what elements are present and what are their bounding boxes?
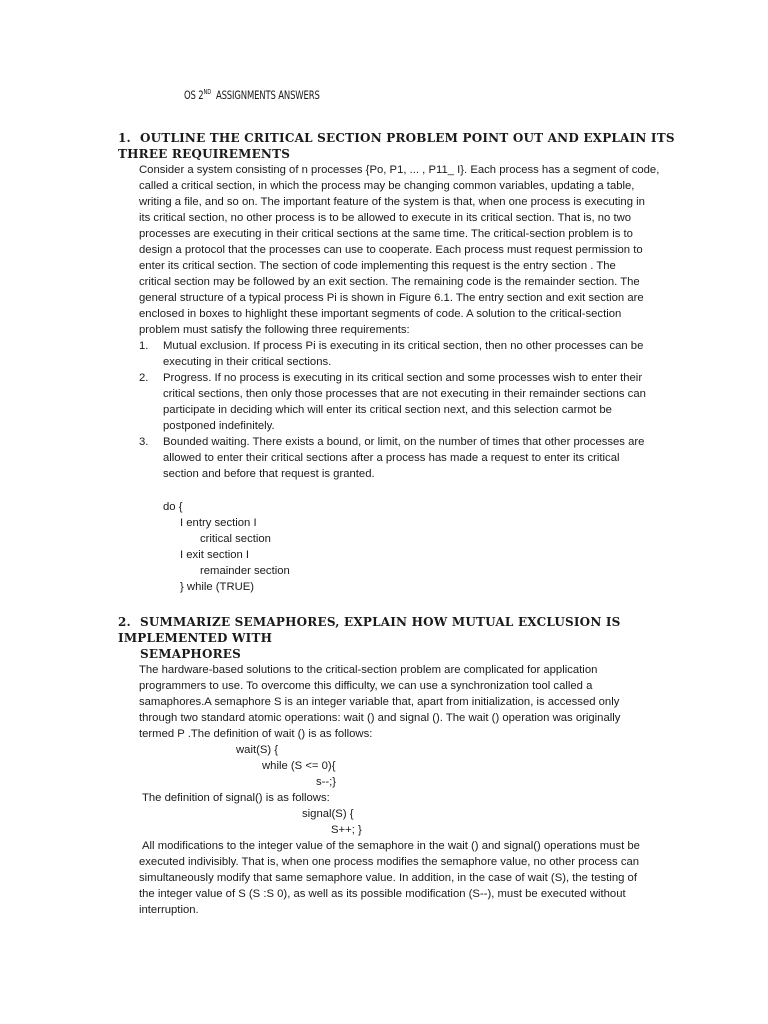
q2-heading-line1: SUMMARIZE SEMAPHORES, EXPLAIN HOW MUTUAL EXCLUSION IS IMPLEMENTED WITH — [118, 615, 621, 645]
paragraph-line: All modifications to the integer value of the semaphore in the wait () and signal() operations must be — [142, 840, 640, 852]
requirement-number: 3. — [139, 436, 149, 448]
paragraph-line: enter its critical section. The section of code implementing this request is the entry section . The — [139, 260, 616, 272]
code-while: } while (TRUE) — [180, 581, 255, 593]
signal-code-line: signal(S) { — [302, 808, 354, 820]
paragraph-line: enclosed in boxes to highlight these important segments of code. A solution to the critical-section — [139, 308, 622, 320]
paragraph-line: simultaneously modify that same semaphore value. In addition, in the case of wait (S), the testing of — [139, 872, 637, 884]
signal-code-line: S++; } — [331, 824, 362, 836]
paragraph-line: interruption. — [139, 904, 199, 916]
requirement-item — [139, 338, 679, 370]
code-remainder-section: remainder section — [200, 565, 290, 577]
requirement-item — [139, 370, 679, 434]
requirement-line: executing in their critical sections. — [163, 356, 332, 368]
requirement-line: allowed to enter their critical sections after a process has made a request to enter its critical — [163, 452, 620, 464]
paragraph-line: Consider a system consisting of n processes {Po, P1, ... , P11_ I}. Each process has a segment of code, — [139, 164, 660, 176]
requirement-line: section and before that request is granted. — [163, 468, 375, 480]
q1-number: 1. — [118, 131, 131, 145]
paragraph-line: its critical section, no other process is to be allowed to execute in its critical section. That is, no two — [139, 212, 632, 224]
paragraph-line: writing a file, and so on. The important feature of the system is that, when one process is executing in — [139, 196, 645, 208]
requirement-line: Progress. If no process is executing in its critical section and some processes wish to enter their — [163, 372, 643, 384]
title-suffix: ASSIGNMENTS ANSWERS — [215, 88, 320, 102]
requirement-line: postponed indefinitely. — [163, 420, 275, 432]
code-do: do { — [163, 501, 183, 513]
paragraph-line: the integer value of S (S :S 0), as well as its possible modification (S--), must be executed without — [139, 888, 626, 900]
q1-paragraph — [139, 162, 679, 482]
paragraph-line: termed P .The definition of wait () is as follows: — [139, 728, 373, 740]
wait-code-line: while (S <= 0){ — [262, 760, 336, 772]
paragraph-line: The hardware-based solutions to the critical-section problem are complicated for application — [139, 664, 598, 676]
requirement-item — [139, 434, 679, 482]
document-title — [184, 88, 320, 102]
requirement-line: critical sections, then only those processes that are not executing in their remainder sections can — [163, 388, 646, 400]
requirement-number: 1. — [139, 340, 149, 352]
q1-heading — [118, 130, 678, 162]
q2-closing-paragraph — [139, 838, 679, 918]
requirement-number: 2. — [139, 372, 149, 384]
signal-intro: The definition of signal() is as follows: — [142, 792, 330, 804]
q2-heading — [118, 614, 678, 662]
requirements-list — [139, 338, 679, 482]
q2-number: 2. — [118, 615, 131, 629]
paragraph-line: design a protocol that the processes can use to cooperate. Each process must request permission to — [139, 244, 643, 256]
code-entry-section: I entry section I — [180, 517, 257, 529]
paragraph-line: processes are executing in their critical sections at the same time. The critical-section problem is to — [139, 228, 633, 240]
paragraph-line: critical section may be followed by an exit section. The remaining code is the remainder section. The — [139, 276, 640, 288]
paragraph-line: called a critical section, in which the process may be changing common variables, updating a table, — [139, 180, 635, 192]
code-critical-section: critical section — [200, 533, 271, 545]
paragraph-line: executed indivisibly. That is, when one process modifies the semaphore value, no other process can — [139, 856, 640, 868]
q2-paragraph — [139, 662, 679, 742]
wait-code-line: s--;} — [316, 776, 337, 788]
code-exit-section: I exit section I — [180, 549, 250, 561]
requirement-line: Bounded waiting. There exists a bound, or limit, on the number of times that other processes are — [163, 436, 645, 448]
paragraph-line: problem must satisfy the following three requirements: — [139, 324, 410, 336]
requirement-line: Mutual exclusion. If process Pi is executing in its critical section, then no other processes can be — [163, 340, 644, 352]
q1-heading-text: OUTLINE THE CRITICAL SECTION PROBLEM POINT OUT AND EXPLAIN ITS THREE REQUIREMENTS — [118, 131, 675, 161]
paragraph-line: through two standard atomic operations: wait () and signal (). The wait () operation was originally — [139, 712, 621, 724]
paragraph-line: general structure of a typical process Pi is shown in Figure 6.1. The entry section and exit section are — [139, 292, 644, 304]
title-superscript: ND — [203, 88, 212, 96]
wait-code-line: wait(S) { — [236, 744, 279, 756]
title-prefix: OS 2 — [184, 88, 204, 102]
requirement-line: participate in deciding which will enter its critical section next, and this selection carmot be — [163, 404, 612, 416]
q2-heading-line2: SEMAPHORES — [140, 647, 242, 661]
paragraph-line: samaphores.A semaphore S is an integer variable that, apart from initialization, is accessed only — [139, 696, 620, 708]
paragraph-line: programmers to use. To overcome this difficulty, we can use a synchronization tool called a — [139, 680, 593, 692]
